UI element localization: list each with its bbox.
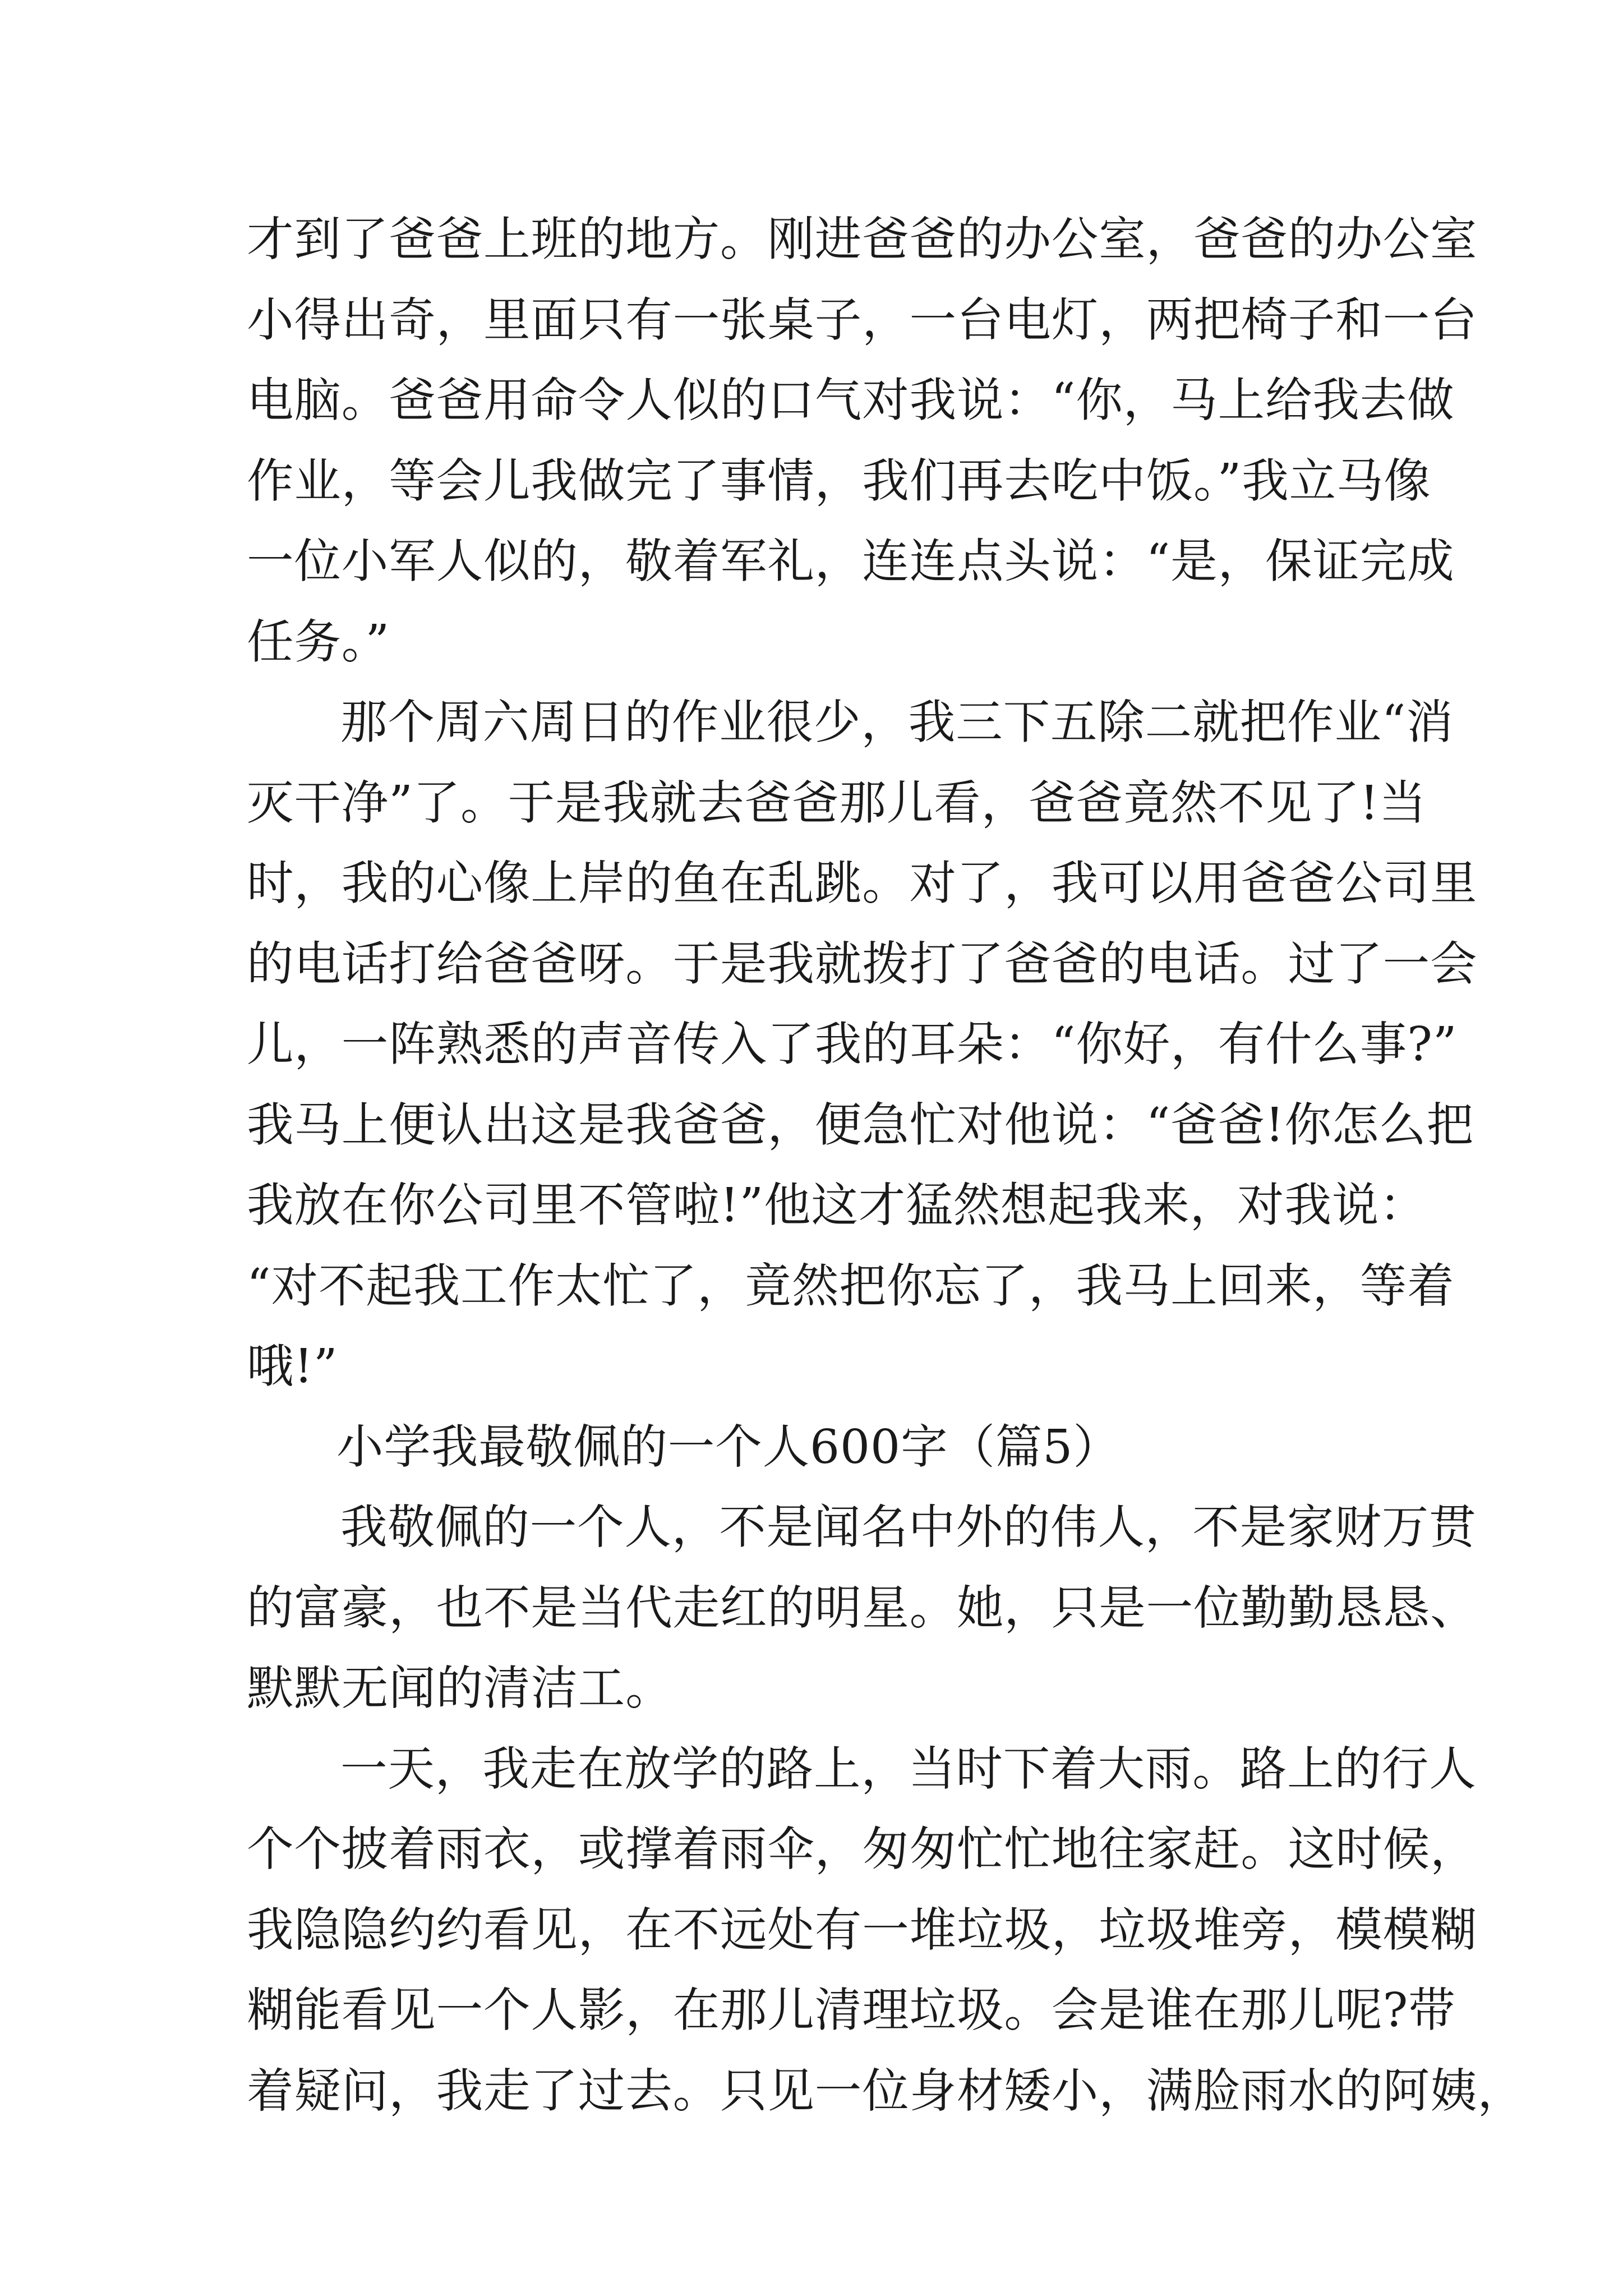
- paragraph: [247, 1487, 1478, 1729]
- text-line: 时，我的心像上岸的鱼在乱跳。对了，我可以用爸爸公司里: [247, 855, 1478, 910]
- paragraph: [247, 682, 1478, 1407]
- text-line: 那个周六周日的作业很少，我三下五除二就把作业“消: [340, 694, 1454, 749]
- text-line: 我马上便认出这是我爸爸，便急忙对他说：“爸爸!你怎么把: [247, 1097, 1474, 1152]
- text-line: 着疑问，我走了过去。只见一位身材矮小，满脸雨水的阿姨，: [247, 2063, 1525, 2118]
- text-line: 小得出奇，里面只有一张桌子，一台电灯，两把椅子和一台: [247, 292, 1478, 347]
- text-line: 一天，我走在放学的路上，当时下着大雨。路上的行人: [340, 1741, 1477, 1796]
- document-body: [247, 199, 1525, 2131]
- text-line: 作业，等会儿我做完了事情，我们再去吃中饭。”我立马像: [247, 453, 1431, 508]
- text-line: 我敬佩的一个人，不是闻名中外的伟人，不是家财万贯: [340, 1499, 1477, 1554]
- text-line: 的富豪，也不是当代走红的明星。她，只是一位勤勤恳恳、: [247, 1580, 1478, 1635]
- text-line: 任务。”: [247, 614, 390, 669]
- text-line: 个个披着雨衣，或撑着雨伞，匆匆忙忙地往家赶。这时候，: [247, 1821, 1478, 1876]
- paragraph: [247, 199, 1478, 682]
- text-line: 电脑。爸爸用命令人似的口气对我说：“你，马上给我去做: [247, 372, 1455, 427]
- text-line: 默默无闻的清洁工。: [247, 1660, 673, 1715]
- text-line: 我放在你公司里不管啦!”他这才猛然想起我来，对我说：: [247, 1177, 1427, 1232]
- text-line: 儿，一阵熟悉的声音传入了我的耳朵：“你好，有什么事?”: [247, 1016, 1458, 1071]
- text-line: 灭干净”了。于是我就去爸爸那儿看，爸爸竟然不见了!当: [247, 775, 1427, 830]
- text-line: 一位小军人似的，敬着军礼，连连点头说：“是，保证完成: [247, 533, 1455, 588]
- text-line: 我隐隐约约看见，在不远处有一堆垃圾，垃圾堆旁，模模糊: [247, 1902, 1478, 1957]
- paragraph: [247, 1729, 1525, 2132]
- text-line: “对不起我工作太忙了，竟然把你忘了，我马上回来，等着: [247, 1258, 1455, 1313]
- text-line: 才到了爸爸上班的地方。刚进爸爸的办公室，爸爸的办公室: [247, 211, 1478, 266]
- section-heading: 小学我最敬佩的一个人600字（篇5）: [336, 1419, 1121, 1474]
- text-line: 哦!”: [247, 1338, 338, 1393]
- text-line: 糊能看见一个人影，在那儿清理垃圾。会是谁在那儿呢?带: [247, 1982, 1456, 2037]
- text-line: 的电话打给爸爸呀。于是我就拨打了爸爸的电话。过了一会: [247, 936, 1478, 991]
